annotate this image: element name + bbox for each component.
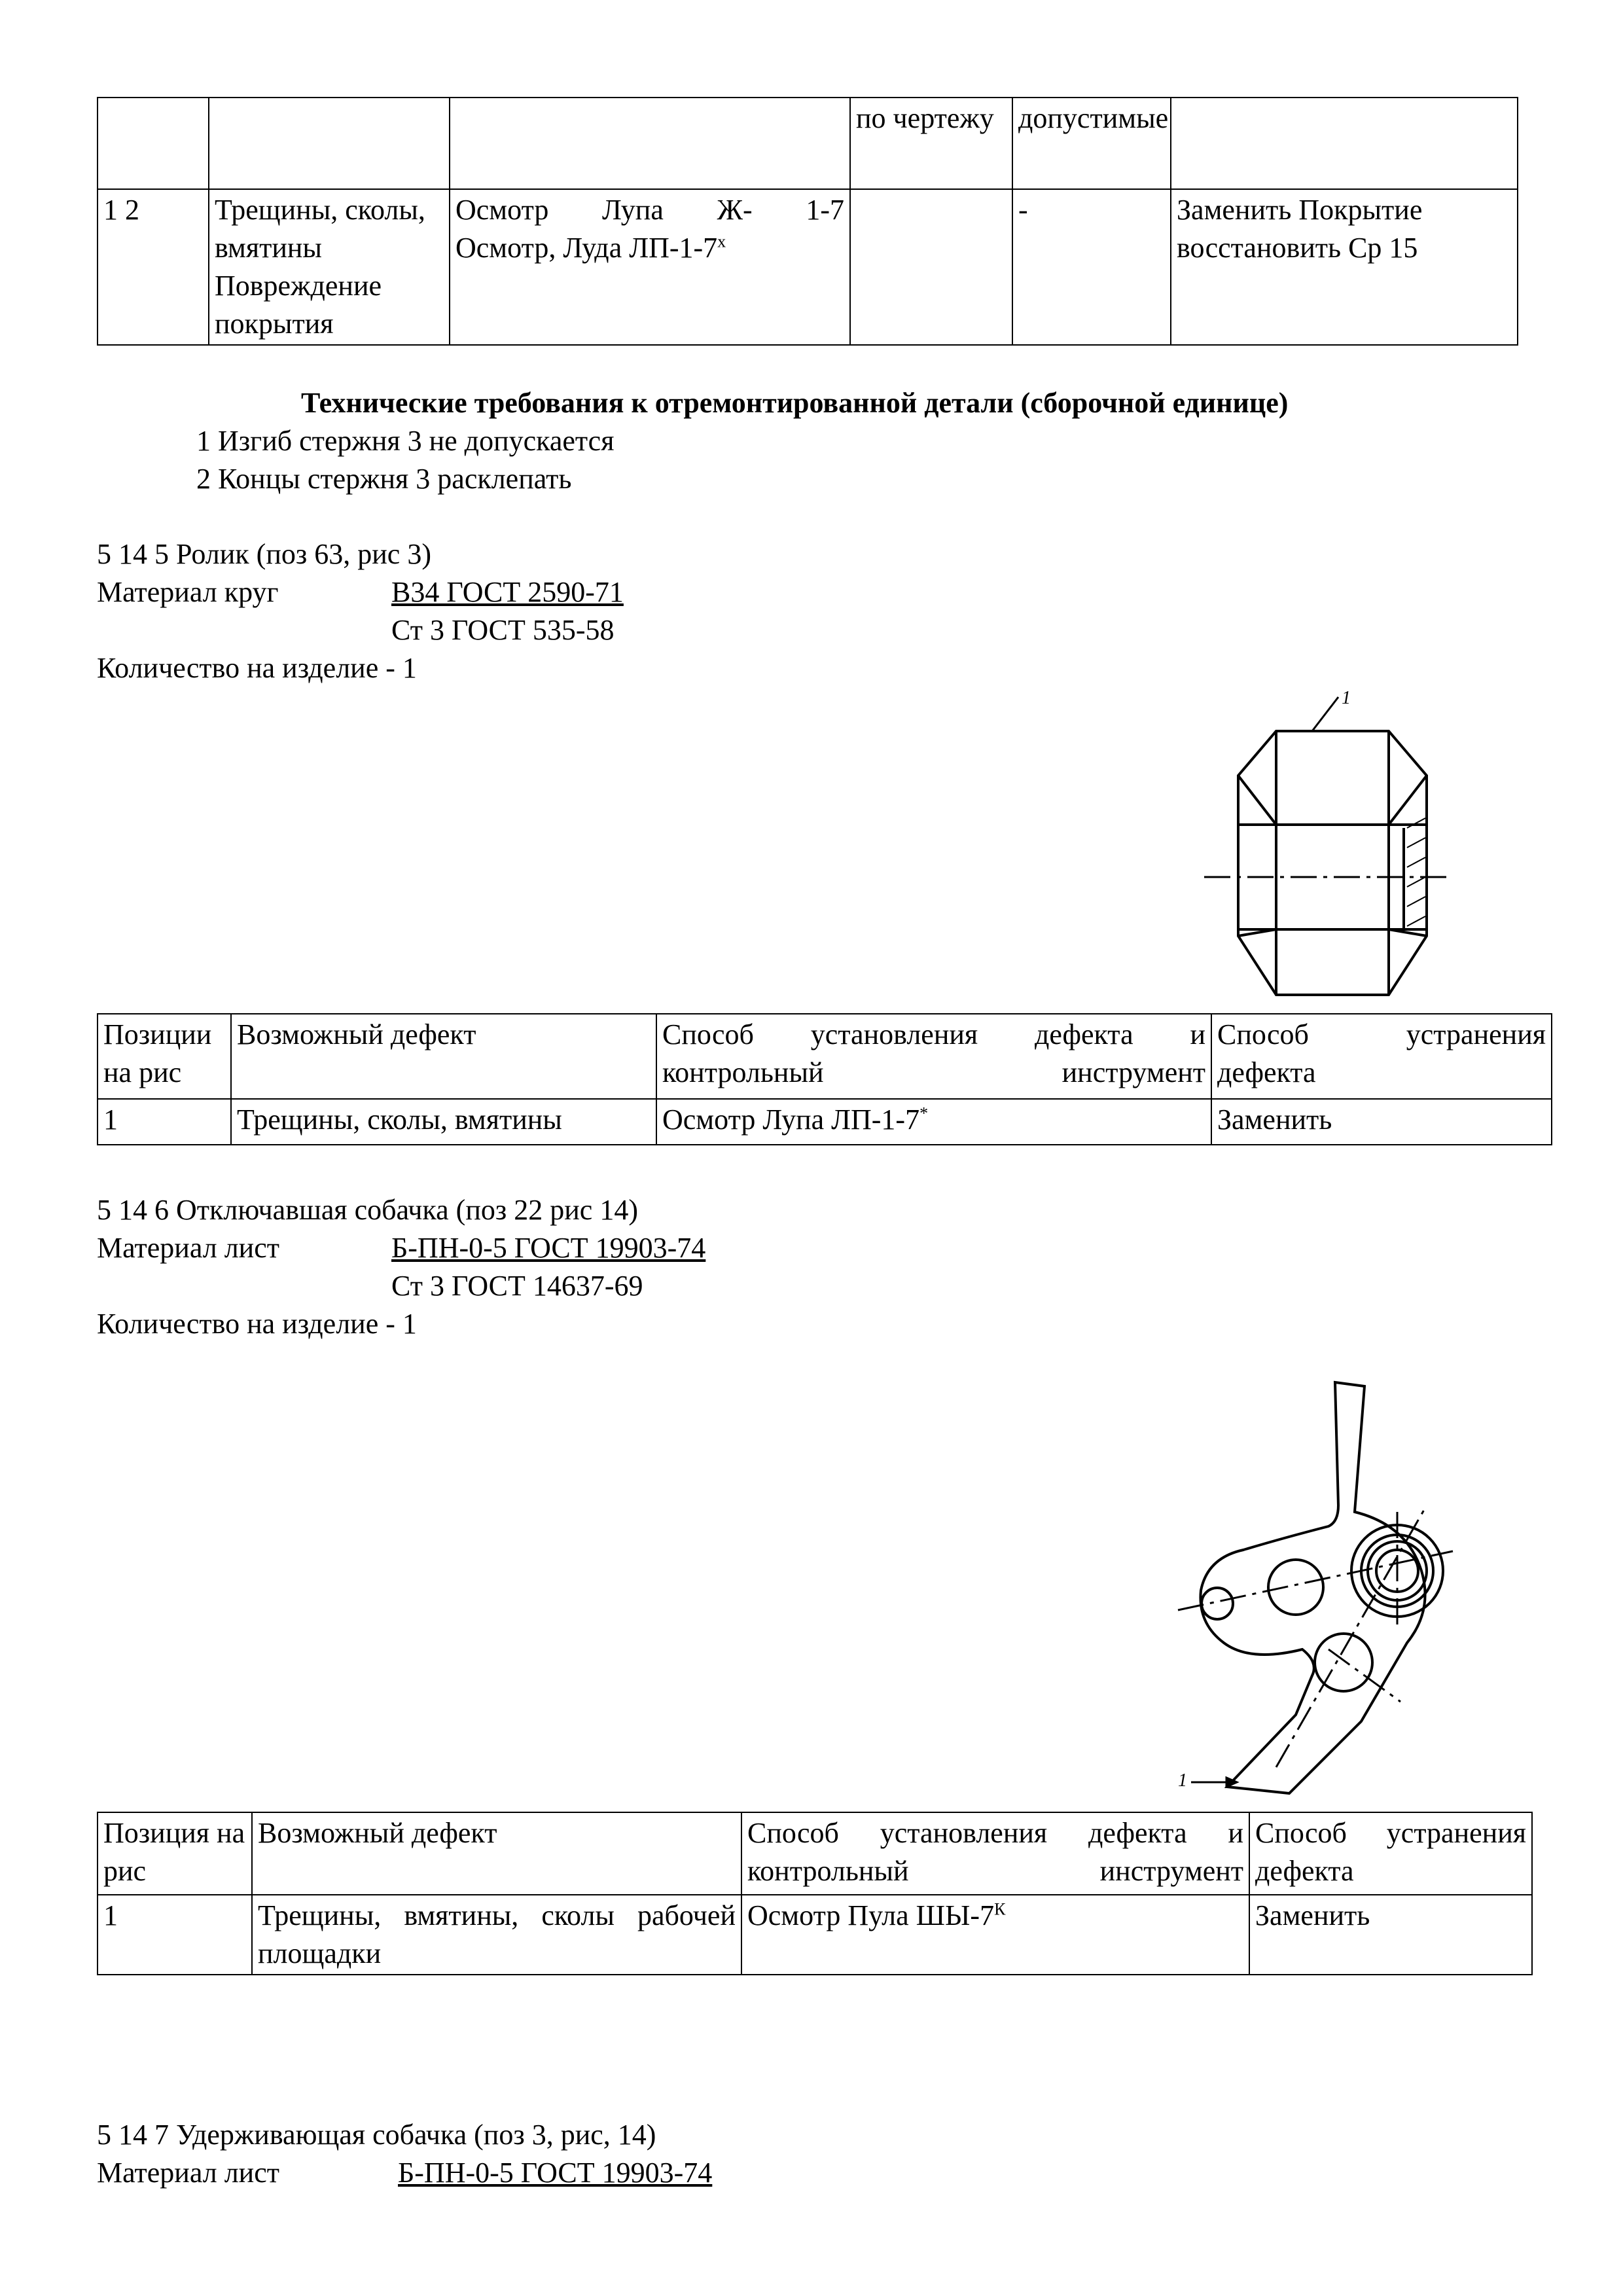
header-remedy: Способ устранения дефекта [1249, 1812, 1532, 1895]
quantity: Количество на изделие - 1 [97, 652, 417, 684]
header-position: Позиции на рис [98, 1014, 231, 1099]
roller-figure-label: 1 [1342, 688, 1351, 708]
header-position: Позиция на рис [98, 1812, 252, 1895]
cell-position: 1 2 [98, 189, 209, 345]
cell-defect: Трещины, сколы, вмятины Повреждение покрытия [209, 189, 450, 345]
cell-allowable: - [1012, 189, 1171, 345]
header-remedy: Способ устранения дефекта [1211, 1014, 1552, 1099]
header-method: Способ установления дефекта и контрольный инструмент [741, 1812, 1249, 1895]
roller-drawing [1204, 697, 1479, 998]
material-standard-1: В34 ГОСТ 2590-71 [391, 576, 624, 608]
cell-remedy: Заменить [1211, 1099, 1552, 1145]
quantity: Количество на изделие - 1 [97, 1308, 417, 1340]
method-line-2: Осмотр, Луда $ЛП-1-7^х$ [455, 232, 726, 264]
section-heading-5-14-5: 5 14 5 Ролик (поз 63, рис 3) [97, 538, 431, 570]
header-by-drawing: по чертежу [850, 98, 1012, 189]
header-defect: Возможный дефект [252, 1812, 741, 1895]
header-allowable: допустимые [1012, 98, 1171, 189]
material-standard-2: Ст 3 ГОСТ 14637-69 [391, 1270, 643, 1302]
table-row [98, 1099, 1552, 1145]
tech-req-title: Технические требования к отремонтированной детали (сборочной единице) [301, 387, 1289, 419]
section-heading-5-14-7: 5 14 7 Удерживающая собачка (поз 3, рис, 14) [97, 2119, 656, 2151]
cell-remedy: Заменить Покрытие восстановить Ср 15 [1171, 189, 1518, 345]
material-standard-1: Б-ПН-0-5 ГОСТ 19903-74 [391, 1232, 706, 1264]
header-method: Способ установления дефекта и контрольный инструмент [656, 1014, 1211, 1099]
cell-remedy: Заменить [1249, 1895, 1532, 1975]
tech-req-item-2: 2 Концы стержня 3 расклепать [196, 463, 572, 495]
pawl-figure-label: 1 [1178, 1770, 1187, 1791]
table-row [98, 1895, 1532, 1975]
table-row [98, 1014, 1552, 1099]
material-standard-1: Б-ПН-0-5 ГОСТ 19903-74 [398, 2157, 713, 2189]
method-line-1: Осмотр Лупа Ж- 1-7 [455, 194, 844, 226]
cell-defect: Трещины, вмятины, сколы рабочей площадки [252, 1895, 741, 1975]
table-row [98, 189, 1518, 345]
section-heading-5-14-6: 5 14 6 Отключавшая собачка (поз 22 рис 14) [97, 1194, 638, 1226]
pawl-defect-table [97, 1812, 1533, 1975]
cell-position: 1 [98, 1099, 231, 1145]
table-row [98, 98, 1518, 189]
cell-method [450, 189, 850, 345]
cell-method: Осмотр Пула $ШЫ-7^К$ [741, 1895, 1249, 1975]
roller-defect-table [97, 1013, 1552, 1145]
cell-position: 1 [98, 1895, 252, 1975]
table-row [98, 1812, 1532, 1895]
material-label: Материал круг [97, 576, 279, 608]
top-defect-table [97, 97, 1518, 346]
material-label: Материал лист [97, 1232, 279, 1264]
cell-defect: Трещины, сколы, вмятины [231, 1099, 656, 1145]
tech-req-item-1: 1 Изгиб стержня 3 не допускается [196, 425, 615, 457]
material-label: Материал лист [97, 2157, 279, 2189]
cell-method: Осмотр Лупа ЛП-1-7* [656, 1099, 1211, 1145]
material-standard-2: Ст 3 ГОСТ 535-58 [391, 614, 615, 646]
header-defect: Возможный дефект [231, 1014, 656, 1099]
pawl-drawing [1165, 1374, 1466, 1800]
